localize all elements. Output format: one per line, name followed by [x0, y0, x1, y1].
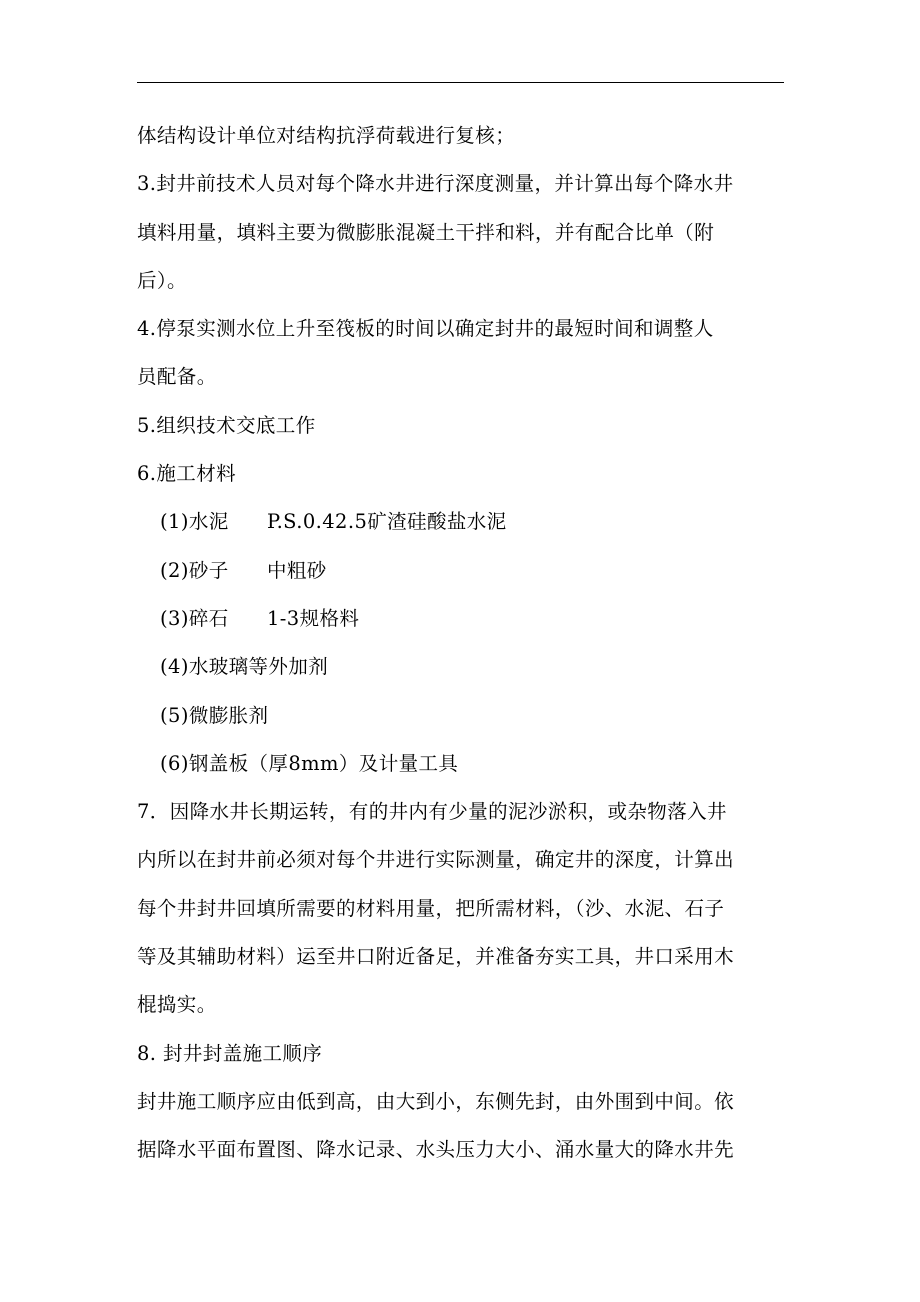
paragraph-line: 封井施工顺序应由低到高，由大到小，东侧先封，由外围到中间。依	[137, 1089, 735, 1113]
material-item: (6)钢盖板（厚8mm）及计量工具	[160, 751, 459, 775]
material-name: (2)砂子	[160, 558, 229, 582]
header-rule	[137, 82, 784, 83]
section-heading: 8. 封井封盖施工顺序	[137, 1041, 323, 1065]
material-item	[137, 547, 787, 595]
paragraph-line: 据降水平面布置图、降水记录、水头压力大小、涌水量大的降水井先	[137, 1138, 735, 1162]
paragraph-line: 等及其辅助材料）运至井口附近备足，并准备夯实工具，井口采用木	[137, 945, 735, 969]
material-name: (1)水泥	[160, 510, 229, 534]
document-body	[137, 112, 787, 1175]
paragraph-line: 棍捣实。	[137, 993, 217, 1017]
paragraph-line: 填料用量，填料主要为微膨胀混凝土干拌和料，并有配合比单（附	[137, 220, 715, 244]
section-heading: 6.施工材料	[137, 462, 237, 486]
paragraph-line: 7．因降水井长期运转，有的井内有少量的泥沙淤积，或杂物落入井	[137, 800, 727, 824]
material-item: (5)微膨胀剂	[160, 703, 269, 727]
material-name: (3)碎石	[160, 606, 229, 630]
material-spec: 中粗砂	[267, 558, 327, 582]
material-item: (4)水玻璃等外加剂	[160, 655, 329, 679]
material-spec: P.S.0.42.5矿渣硅酸盐水泥	[267, 510, 507, 534]
material-item	[137, 498, 787, 546]
material-item	[137, 595, 787, 643]
paragraph-line: 内所以在封井前必须对每个井进行实际测量，确定井的深度，计算出	[137, 848, 735, 872]
paragraph-line: 每个井封井回填所需要的材料用量，把所需材料，（沙、水泥、石子	[137, 896, 725, 920]
paragraph-line: 员配备。	[137, 365, 217, 389]
paragraph-line: 3.封井前技术人员对每个降水井进行深度测量，并计算出每个降水井	[137, 172, 734, 196]
paragraph-line: 4.停泵实测水位上升至筏板的时间以确定封井的最短时间和调整人	[137, 317, 714, 341]
paragraph-line: 后）。	[137, 268, 187, 292]
paragraph-line: 体结构设计单位对结构抗浮荷载进行复核；	[137, 124, 516, 147]
section-heading: 5.组织技术交底工作	[137, 413, 316, 437]
material-spec: 1-3规格料	[267, 606, 360, 630]
